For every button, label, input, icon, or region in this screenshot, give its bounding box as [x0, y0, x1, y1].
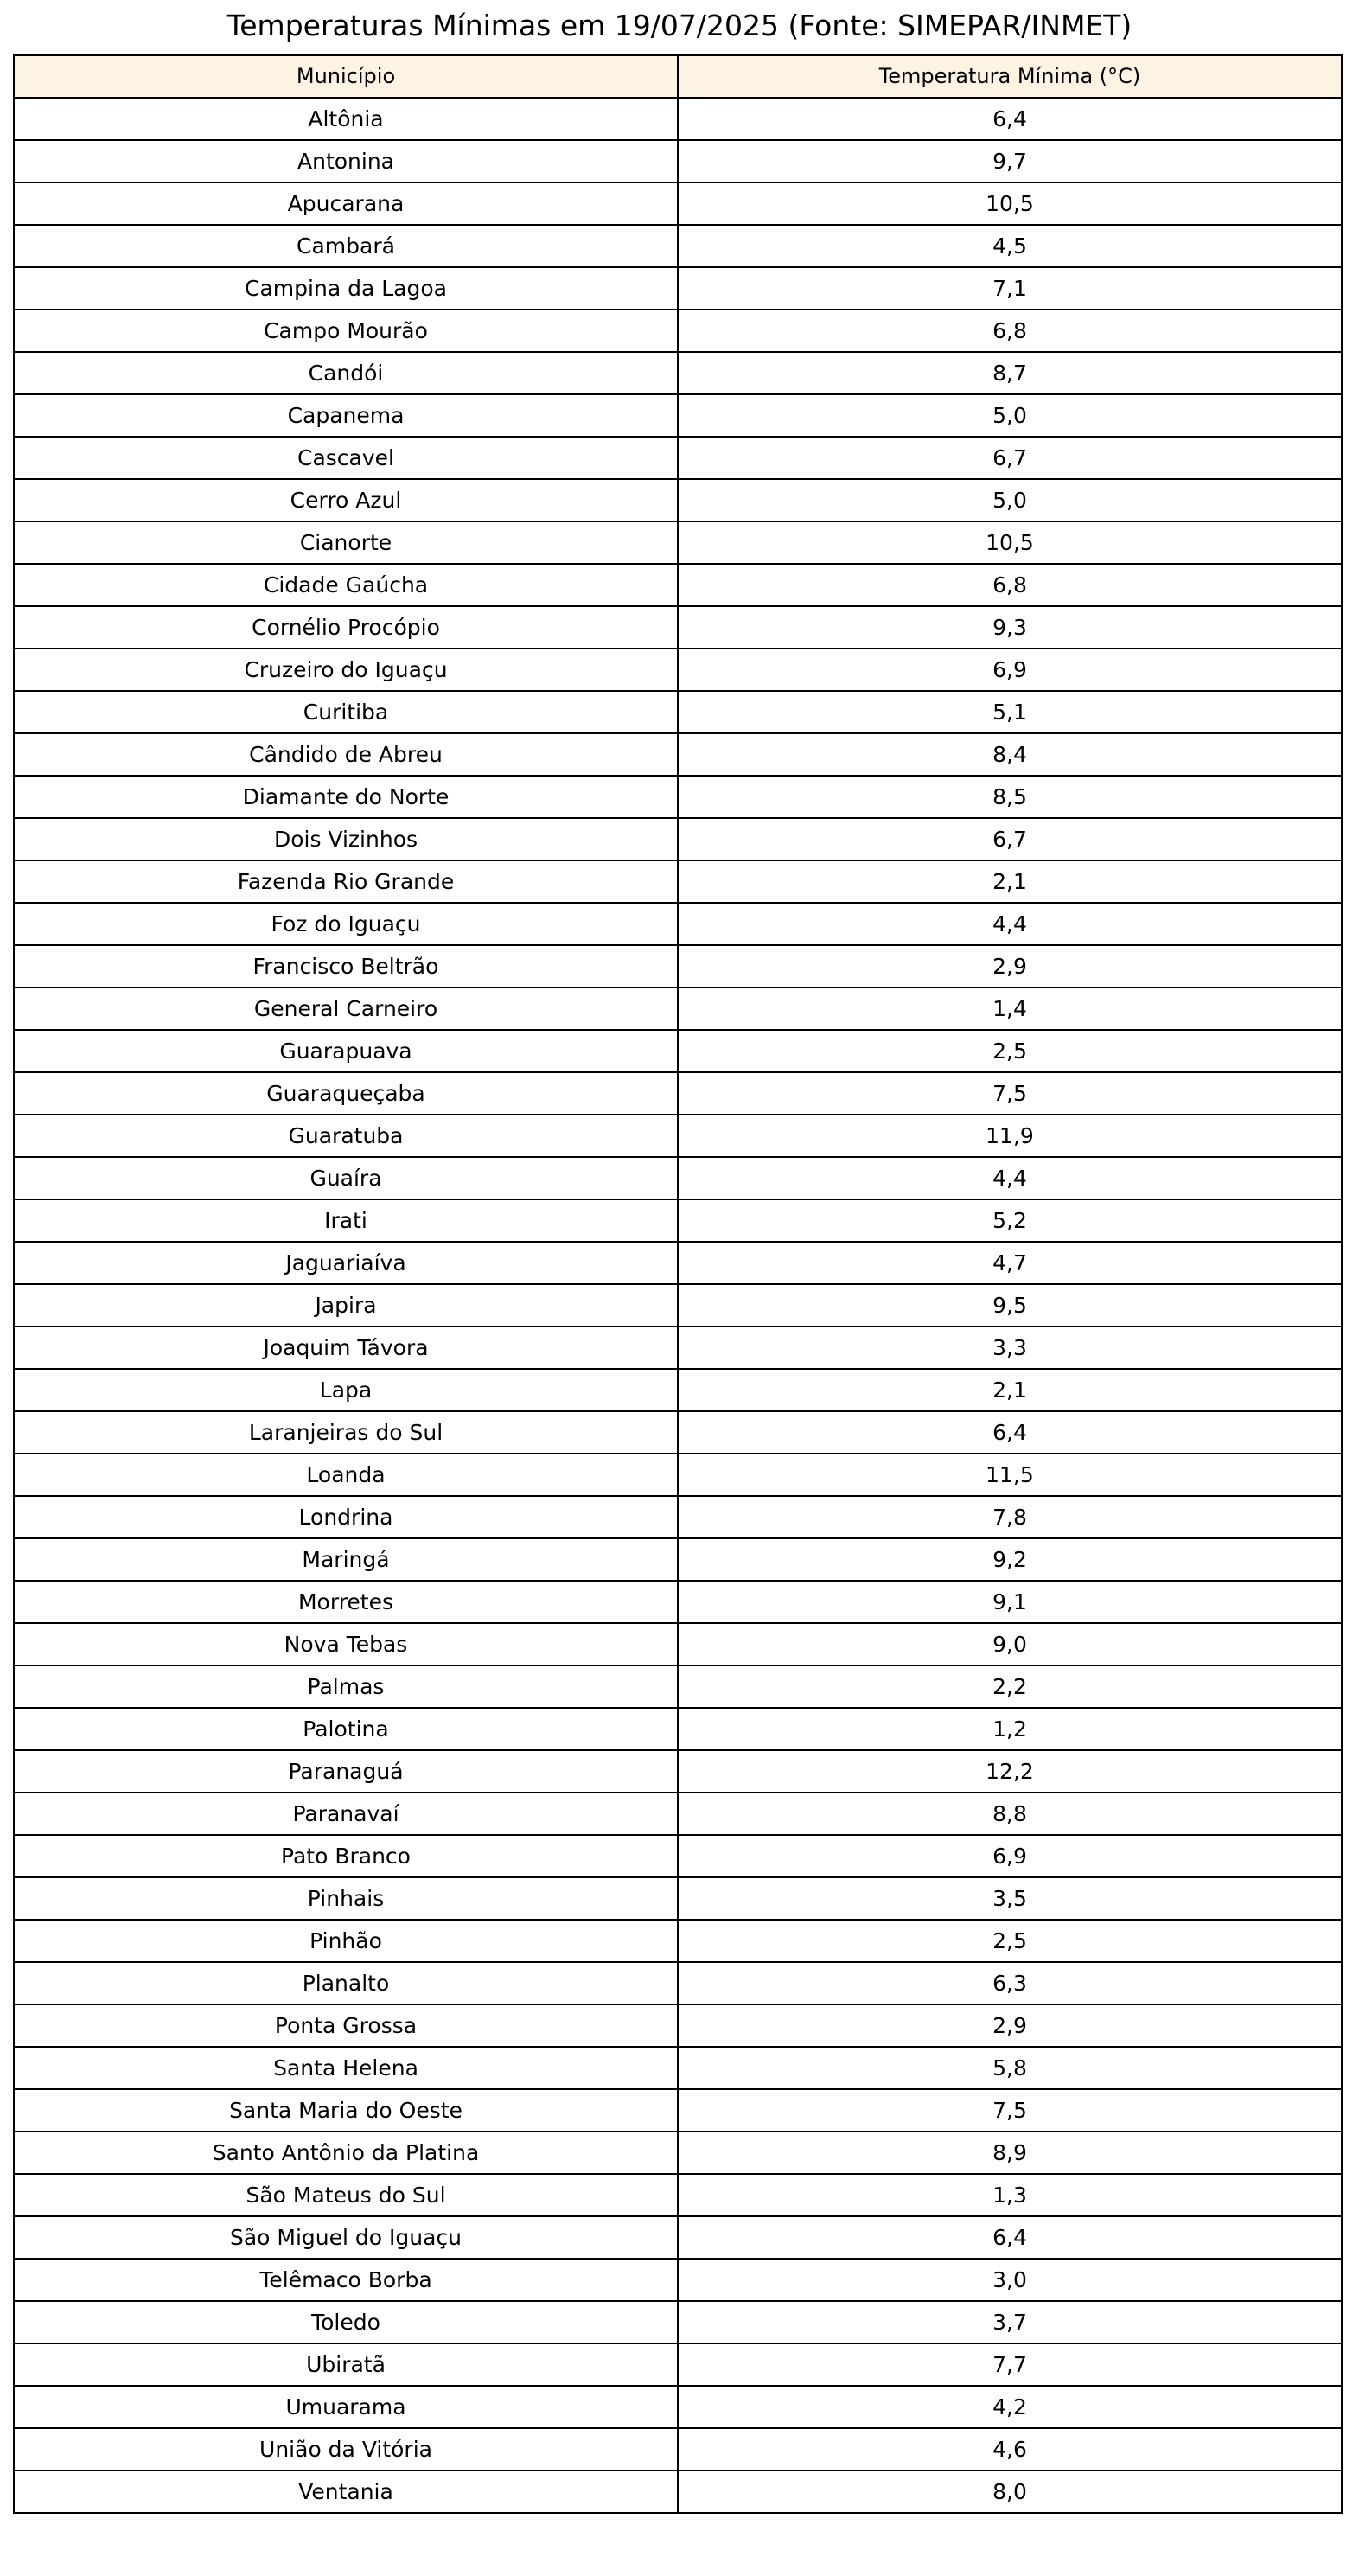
temperature-cell: 6,8 — [678, 564, 1342, 606]
table-row — [14, 1538, 1342, 1581]
temperature-cell: 12,2 — [678, 1750, 1342, 1793]
table-row — [14, 352, 1342, 394]
municipio-cell: Guaíra — [14, 1157, 678, 1199]
table-row — [14, 267, 1342, 310]
municipio-cell: Cruzeiro do Iguaçu — [14, 649, 678, 691]
municipio-cell: Morretes — [14, 1581, 678, 1623]
table-row — [14, 1030, 1342, 1072]
temperature-cell: 9,7 — [678, 140, 1342, 182]
municipio-cell: Umuarama — [14, 2386, 678, 2428]
table-row — [14, 1369, 1342, 1411]
temperature-cell: 9,5 — [678, 1284, 1342, 1326]
temperature-cell: 11,9 — [678, 1115, 1342, 1157]
table-row — [14, 1750, 1342, 1793]
temperature-cell: 9,2 — [678, 1538, 1342, 1581]
table-row — [14, 225, 1342, 267]
table-row — [14, 1496, 1342, 1538]
table-row — [14, 649, 1342, 691]
municipio-cell: Campina da Lagoa — [14, 267, 678, 310]
municipio-cell: Dois Vizinhos — [14, 818, 678, 860]
municipio-cell: Fazenda Rio Grande — [14, 860, 678, 903]
table-row — [14, 1962, 1342, 2004]
temperature-cell: 1,2 — [678, 1708, 1342, 1750]
municipio-cell: Palotina — [14, 1708, 678, 1750]
municipio-cell: Guarapuava — [14, 1030, 678, 1072]
municipio-cell: Toledo — [14, 2301, 678, 2343]
temperature-cell: 9,1 — [678, 1581, 1342, 1623]
municipio-cell: Santo Antônio da Platina — [14, 2132, 678, 2174]
municipio-cell: Lapa — [14, 1369, 678, 1411]
municipio-cell: Pinhão — [14, 1920, 678, 1962]
temperature-cell: 6,8 — [678, 310, 1342, 352]
municipio-cell: Palmas — [14, 1665, 678, 1708]
table-row — [14, 1115, 1342, 1157]
temperature-cell: 8,9 — [678, 2132, 1342, 2174]
table-row — [14, 988, 1342, 1030]
temperature-cell: 10,5 — [678, 182, 1342, 225]
table-row — [14, 945, 1342, 988]
temperature-cell: 8,8 — [678, 1793, 1342, 1835]
temperature-table — [13, 54, 1343, 2514]
municipio-cell: Cândido de Abreu — [14, 733, 678, 776]
table-row — [14, 903, 1342, 945]
table-row — [14, 1157, 1342, 1199]
temperature-cell: 7,7 — [678, 2343, 1342, 2386]
municipio-cell: Pato Branco — [14, 1835, 678, 1877]
municipio-cell: Cianorte — [14, 521, 678, 564]
table-row — [14, 1581, 1342, 1623]
temperature-cell: 4,4 — [678, 1157, 1342, 1199]
municipio-cell: Laranjeiras do Sul — [14, 1411, 678, 1454]
temperature-cell: 5,8 — [678, 2047, 1342, 2089]
municipio-cell: Irati — [14, 1199, 678, 1242]
table-row — [14, 2216, 1342, 2259]
table-row — [14, 818, 1342, 860]
temperature-cell: 9,0 — [678, 1623, 1342, 1665]
municipio-cell: Nova Tebas — [14, 1623, 678, 1665]
table-row — [14, 606, 1342, 649]
municipio-cell: Londrina — [14, 1496, 678, 1538]
temperature-cell: 7,1 — [678, 267, 1342, 310]
table-row — [14, 1708, 1342, 1750]
municipio-cell: Francisco Beltrão — [14, 945, 678, 988]
temperature-cell: 4,5 — [678, 225, 1342, 267]
temperature-cell: 2,5 — [678, 1030, 1342, 1072]
table-row — [14, 394, 1342, 437]
table-row — [14, 1793, 1342, 1835]
table-row — [14, 1665, 1342, 1708]
table-row — [14, 2259, 1342, 2301]
table-row — [14, 1835, 1342, 1877]
temperature-cell: 3,5 — [678, 1877, 1342, 1920]
temperature-cell: 5,0 — [678, 394, 1342, 437]
temperature-cell: 7,5 — [678, 2089, 1342, 2132]
municipio-cell: Capanema — [14, 394, 678, 437]
temperature-cell: 2,1 — [678, 1369, 1342, 1411]
municipio-cell: União da Vitória — [14, 2428, 678, 2471]
table-header-row — [14, 55, 1342, 98]
temperature-cell: 1,3 — [678, 2174, 1342, 2216]
municipio-cell: Cornélio Procópio — [14, 606, 678, 649]
table-row — [14, 1242, 1342, 1284]
temperature-cell: 6,3 — [678, 1962, 1342, 2004]
temperature-cell: 6,7 — [678, 818, 1342, 860]
table-row — [14, 310, 1342, 352]
table-row — [14, 1199, 1342, 1242]
table-row — [14, 2132, 1342, 2174]
municipio-cell: Santa Helena — [14, 2047, 678, 2089]
table-row — [14, 1411, 1342, 1454]
table-row — [14, 2174, 1342, 2216]
municipio-cell: Telêmaco Borba — [14, 2259, 678, 2301]
table-row — [14, 776, 1342, 818]
temperature-cell: 6,4 — [678, 2216, 1342, 2259]
municipio-cell: Paranaguá — [14, 1750, 678, 1793]
municipio-cell: São Mateus do Sul — [14, 2174, 678, 2216]
municipio-cell: Santa Maria do Oeste — [14, 2089, 678, 2132]
temperature-cell: 8,5 — [678, 776, 1342, 818]
table-row — [14, 860, 1342, 903]
table-row — [14, 1920, 1342, 1962]
table-row — [14, 521, 1342, 564]
table-row — [14, 2089, 1342, 2132]
municipio-cell: Campo Mourão — [14, 310, 678, 352]
temperature-cell: 7,5 — [678, 1072, 1342, 1115]
temperature-cell: 2,9 — [678, 2004, 1342, 2047]
table-row — [14, 1623, 1342, 1665]
temperature-cell: 4,2 — [678, 2386, 1342, 2428]
municipio-cell: Candói — [14, 352, 678, 394]
municipio-cell: São Miguel do Iguaçu — [14, 2216, 678, 2259]
table-body — [14, 98, 1342, 2513]
temperature-cell: 1,4 — [678, 988, 1342, 1030]
temperature-cell: 4,6 — [678, 2428, 1342, 2471]
temperature-cell: 6,4 — [678, 1411, 1342, 1454]
table-row — [14, 2428, 1342, 2471]
municipio-cell: Maringá — [14, 1538, 678, 1581]
municipio-cell: Cambará — [14, 225, 678, 267]
municipio-cell: Guaraqueçaba — [14, 1072, 678, 1115]
table-row — [14, 2301, 1342, 2343]
municipio-cell: Foz do Iguaçu — [14, 903, 678, 945]
municipio-cell: Cascavel — [14, 437, 678, 479]
table-row — [14, 437, 1342, 479]
municipio-cell: Pinhais — [14, 1877, 678, 1920]
municipio-cell: Altônia — [14, 98, 678, 140]
municipio-cell: Joaquim Távora — [14, 1326, 678, 1369]
municipio-cell: Cerro Azul — [14, 479, 678, 521]
municipio-cell: Antonina — [14, 140, 678, 182]
municipio-cell: Apucarana — [14, 182, 678, 225]
temperature-cell: 8,0 — [678, 2471, 1342, 2513]
table-row — [14, 1284, 1342, 1326]
temperature-cell: 4,7 — [678, 1242, 1342, 1284]
table-row — [14, 1454, 1342, 1496]
temperature-cell: 5,1 — [678, 691, 1342, 733]
municipio-cell: Japira — [14, 1284, 678, 1326]
table-title: Temperaturas Mínimas em 19/07/2025 (Fonte: SIMEPAR/INMET) — [226, 9, 1132, 42]
table-row — [14, 98, 1342, 140]
temperature-cell: 5,2 — [678, 1199, 1342, 1242]
municipio-cell: Diamante do Norte — [14, 776, 678, 818]
municipio-cell: Paranavaí — [14, 1793, 678, 1835]
temperature-cell: 6,9 — [678, 1835, 1342, 1877]
table-row — [14, 2471, 1342, 2513]
table-row — [14, 182, 1342, 225]
table-row — [14, 691, 1342, 733]
municipio-cell: Ventania — [14, 2471, 678, 2513]
temperature-cell: 6,7 — [678, 437, 1342, 479]
table-row — [14, 2047, 1342, 2089]
temperature-cell: 2,9 — [678, 945, 1342, 988]
temperature-cell: 8,7 — [678, 352, 1342, 394]
column-header-municipio: Município — [14, 55, 678, 98]
municipio-cell: Ubiratã — [14, 2343, 678, 2386]
temperature-cell: 2,5 — [678, 1920, 1342, 1962]
temperature-cell: 7,8 — [678, 1496, 1342, 1538]
table-row — [14, 2386, 1342, 2428]
table-row — [14, 733, 1342, 776]
municipio-cell: Jaguariaíva — [14, 1242, 678, 1284]
table-row — [14, 2004, 1342, 2047]
temperature-cell: 3,0 — [678, 2259, 1342, 2301]
temperature-cell: 11,5 — [678, 1454, 1342, 1496]
temperature-cell: 8,4 — [678, 733, 1342, 776]
municipio-cell: General Carneiro — [14, 988, 678, 1030]
temperature-cell: 6,9 — [678, 649, 1342, 691]
municipio-cell: Loanda — [14, 1454, 678, 1496]
municipio-cell: Guaratuba — [14, 1115, 678, 1157]
temperature-cell: 2,1 — [678, 860, 1342, 903]
temperature-cell: 9,3 — [678, 606, 1342, 649]
municipio-cell: Ponta Grossa — [14, 2004, 678, 2047]
temperature-cell: 4,4 — [678, 903, 1342, 945]
temperature-cell: 3,7 — [678, 2301, 1342, 2343]
municipio-cell: Curitiba — [14, 691, 678, 733]
temperature-cell: 3,3 — [678, 1326, 1342, 1369]
temperature-cell: 2,2 — [678, 1665, 1342, 1708]
table-row — [14, 1877, 1342, 1920]
temperature-cell: 6,4 — [678, 98, 1342, 140]
table-row — [14, 564, 1342, 606]
temperature-cell: 10,5 — [678, 521, 1342, 564]
table-row — [14, 479, 1342, 521]
column-header-temperatura: Temperatura Mínima (°C) — [678, 55, 1342, 98]
table-row — [14, 1072, 1342, 1115]
table-row — [14, 140, 1342, 182]
municipio-cell: Planalto — [14, 1962, 678, 2004]
table-row — [14, 1326, 1342, 1369]
municipio-cell: Cidade Gaúcha — [14, 564, 678, 606]
temperature-cell: 5,0 — [678, 479, 1342, 521]
table-row — [14, 2343, 1342, 2386]
